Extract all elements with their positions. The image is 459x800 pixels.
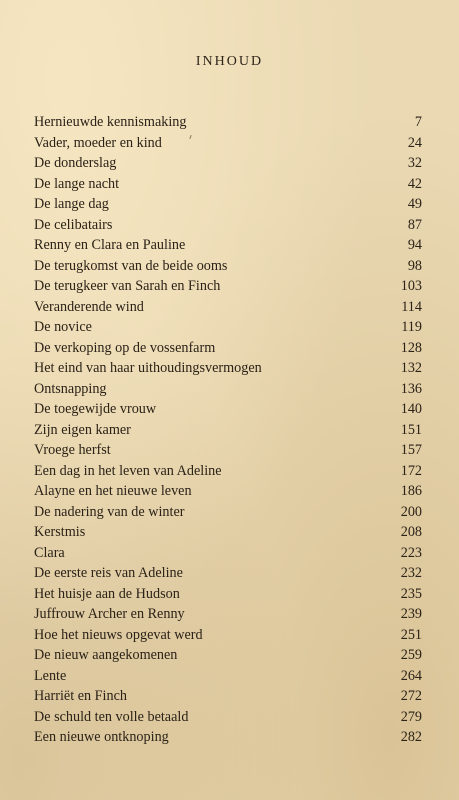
toc-entry-title: Vroege herfst [34, 442, 111, 458]
toc-entry-title: De donderslag [34, 155, 117, 171]
toc-entry [34, 215, 422, 236]
toc-entry-title: Een dag in het leven van Adeline [34, 462, 222, 479]
toc-entry-title: Het huisje aan de Hudson [34, 585, 180, 602]
toc-entry [34, 543, 422, 564]
toc-entry [34, 276, 422, 297]
toc-entry-page-number: 136 [400, 380, 422, 397]
toc-entry-title: De terugkeer van Sarah en Finch [34, 278, 221, 294]
toc-entry-page-number: 128 [400, 339, 422, 356]
table-of-contents [34, 112, 422, 748]
toc-entry-page-number: 223 [400, 544, 422, 561]
toc-entry-title: Veranderende wind [34, 298, 144, 315]
toc-entry-title: De lange nacht [34, 175, 120, 192]
toc-entry-page-number: 24 [407, 134, 422, 151]
toc-entry [34, 727, 422, 748]
toc-entry-title: De toegewijde vrouw [34, 401, 157, 417]
toc-entry [34, 358, 422, 379]
toc-entry-page-number: 186 [400, 483, 422, 499]
toc-entry-page-number: 232 [400, 565, 422, 581]
toc-entry-page-number: 98 [407, 257, 422, 274]
toc-entry [34, 522, 422, 543]
toc-entry-page-number: 49 [407, 196, 422, 212]
toc-entry-page-number: 32 [407, 155, 422, 171]
toc-entry-page-number: 119 [401, 319, 422, 335]
toc-entry-title: De verkoping op de vossenfarm [34, 339, 216, 356]
toc-entry [34, 584, 422, 605]
toc-entry [34, 604, 422, 625]
toc-entry [34, 297, 422, 318]
toc-entry-title: De eerste reis van Adeline [34, 565, 183, 581]
toc-entry-title: Zijn eigen kamer [34, 421, 131, 438]
toc-entry-page-number: 239 [400, 606, 422, 622]
toc-entry-title: De terugkomst van de beide ooms [34, 257, 228, 274]
toc-entry [34, 379, 422, 400]
toc-entry-page-number: 200 [400, 503, 422, 520]
toc-entry-page-number: 7 [414, 114, 422, 130]
toc-entry-page-number: 151 [400, 421, 422, 438]
toc-entry [34, 112, 422, 133]
toc-entry-page-number: 208 [400, 524, 422, 540]
toc-entry-page-number: 259 [400, 647, 422, 663]
toc-entry [34, 461, 422, 482]
toc-entry [34, 707, 422, 728]
toc-entry [34, 645, 422, 666]
toc-entry-page-number: 264 [400, 667, 422, 684]
toc-entry-title: Alayne en het nieuwe leven [34, 483, 192, 499]
toc-entry-page-number: 279 [400, 708, 422, 725]
toc-entry-title: Hoe het nieuws opgevat werd [34, 626, 203, 643]
toc-entry-page-number: 114 [401, 298, 422, 315]
toc-entry [34, 420, 422, 441]
toc-entry [34, 153, 422, 174]
toc-entry [34, 502, 422, 523]
toc-entry [34, 235, 422, 256]
toc-entry [34, 399, 422, 420]
toc-entry [34, 625, 422, 646]
toc-entry-title: Lente [34, 667, 67, 684]
toc-entry-title: Kerstmis [34, 524, 86, 540]
toc-entry [34, 194, 422, 215]
toc-entry-title: De nieuw aangekomenen [34, 647, 178, 663]
toc-entry-title: Ontsnapping [34, 380, 107, 397]
toc-entry [34, 338, 422, 359]
toc-entry [34, 481, 422, 502]
toc-entry [34, 440, 422, 461]
toc-entry-title: De nadering van de winter [34, 503, 185, 520]
toc-entry-page-number: 235 [400, 585, 422, 602]
toc-entry-title: De schuld ten volle betaald [34, 708, 189, 725]
toc-entry-title: Het eind van haar uithoudingsvermogen [34, 360, 262, 376]
toc-entry-page-number: 282 [400, 729, 422, 745]
toc-entry [34, 563, 422, 584]
toc-entry-title: De lange dag [34, 196, 109, 212]
toc-entry-title: De celibatairs [34, 216, 113, 233]
toc-entry-title: Renny en Clara en Pauline [34, 237, 186, 253]
toc-entry-page-number: 251 [400, 626, 422, 643]
page-heading: INHOUD [195, 54, 264, 69]
toc-entry [34, 133, 422, 154]
toc-entry-title: Harriët en Finch [34, 688, 127, 704]
toc-entry-page-number: 94 [407, 237, 422, 253]
toc-entry [34, 174, 422, 195]
toc-entry-title: Vader, moeder en kind [34, 134, 162, 151]
toc-entry [34, 666, 422, 687]
toc-entry-page-number: 87 [407, 216, 422, 233]
toc-entry-page-number: 172 [400, 462, 422, 479]
toc-entry-page-number: 157 [400, 442, 422, 458]
toc-entry [34, 256, 422, 277]
toc-entry-title: Juffrouw Archer en Renny [34, 606, 185, 622]
toc-entry-title: Hernieuwde kennismaking [34, 114, 187, 130]
toc-entry-title: Een nieuwe ontknoping [34, 729, 169, 745]
toc-entry-title: Clara [34, 544, 65, 561]
toc-entry-page-number: 132 [400, 360, 422, 376]
toc-entry-page-number: 103 [400, 278, 422, 294]
toc-entry-page-number: 272 [400, 688, 422, 704]
toc-entry-page-number: 42 [407, 175, 422, 192]
toc-entry-page-number: 140 [400, 401, 422, 417]
toc-entry-title: De novice [34, 319, 92, 335]
toc-entry [34, 317, 422, 338]
toc-entry [34, 686, 422, 707]
